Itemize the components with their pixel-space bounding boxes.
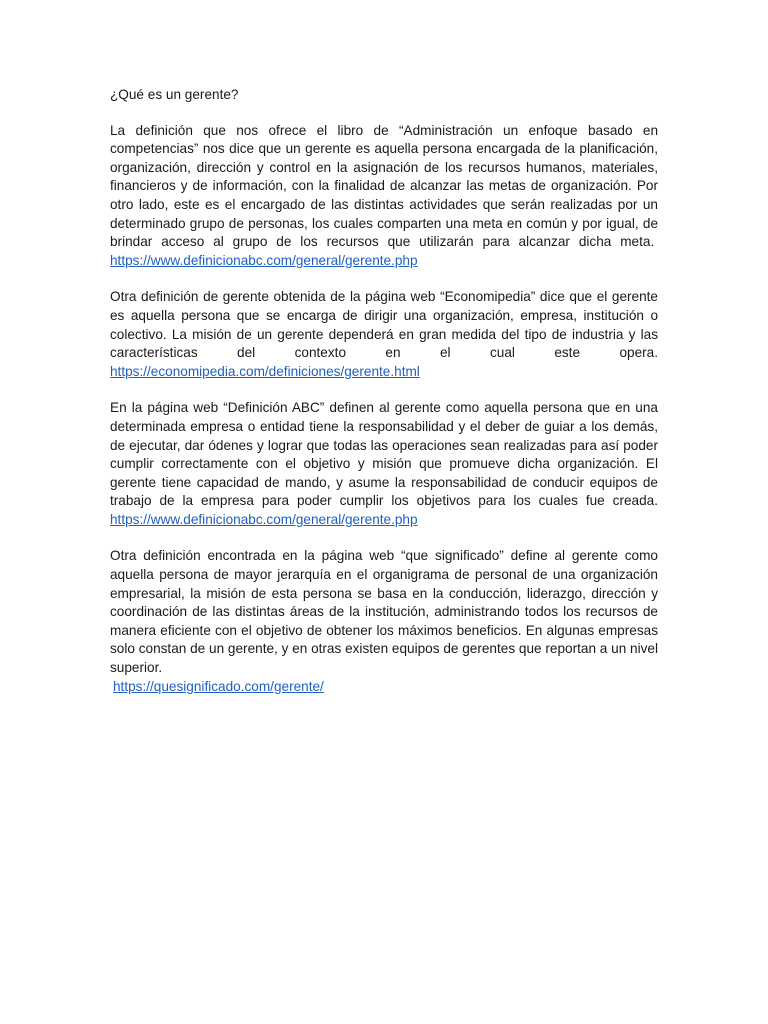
- paragraph-text: En la página web “Definición ABC” definen al gerente como aquella persona que en una determinada empresa o entidad tiene la responsabilidad y el deber de guiar a los demás, de ejecutar, dar ódenes y lograr que todas las operaciones sean realizadas para así poder cumplir correctamente con el objetivo y misión que promueve dicha organización. El gerente tiene capacidad de mando, y asume la responsabilidad de conducir equipos de trabajo de la empresa para poder cumplir los objetivos para los cuales fue creada.: [110, 400, 658, 509]
- reference-link[interactable]: https://www.definicionabc.com/general/gerente.php: [110, 511, 418, 527]
- reference-link[interactable]: https://economipedia.com/definiciones/gerente.html: [110, 363, 420, 379]
- document-page: [110, 86, 658, 714]
- paragraph-economipedia: [110, 288, 658, 381]
- document-heading: ¿Qué es un gerente?: [110, 87, 239, 102]
- paragraph-libro: [110, 122, 658, 271]
- paragraph-text: La definición que nos ofrece el libro de “Administración un enfoque basado en competencias” nos dice que un gerente es aquella persona encargada de la planificación, organización, dirección y control en la asignación de los recursos humanos, materiales, financieros y de información, con la finalidad de alcanzar las metas de organización. Por otro lado, este es el encargado de las distintas actividades que serán realizadas por un determinado grupo de personas, los cuales comparten una meta en común y por igual, de brindar acceso al grupo de los recursos que utilizarán para alcanzar dicha meta.: [110, 122, 658, 250]
- paragraph-text: Otra definición encontrada en la página web “que significado” define al gerente como aquella persona de mayor jerarquía en el organigrama de personal de una organización empresarial, la misión de esta persona se basa en la conducción, liderazgo, dirección y coordinación de las distintas áreas de la institución, administrando todos los recursos de manera eficiente con el objetivo de obtener los máximos beneficios. En algunas empresas solo constan de un gerente, y en otras existen equipos de gerentes que reportan a un nivel superior.: [110, 548, 658, 676]
- paragraph-text: Otra definición de gerente obtenida de la página web “Economipedia” dice que el gerente es aquella persona que se encarga de dirigir una organización, empresa, institución o colectivo. La misión de un gerente dependerá en gran medida del tipo de industria y las características del contexto en el cual este opera.: [110, 289, 658, 361]
- reference-link[interactable]: https://www.definicionabc.com/general/gerente.php: [110, 252, 418, 268]
- paragraph-definicion-abc: [110, 399, 658, 529]
- reference-link[interactable]: https://quesignificado.com/gerente/: [113, 678, 324, 694]
- paragraph-que-significado: [110, 547, 658, 696]
